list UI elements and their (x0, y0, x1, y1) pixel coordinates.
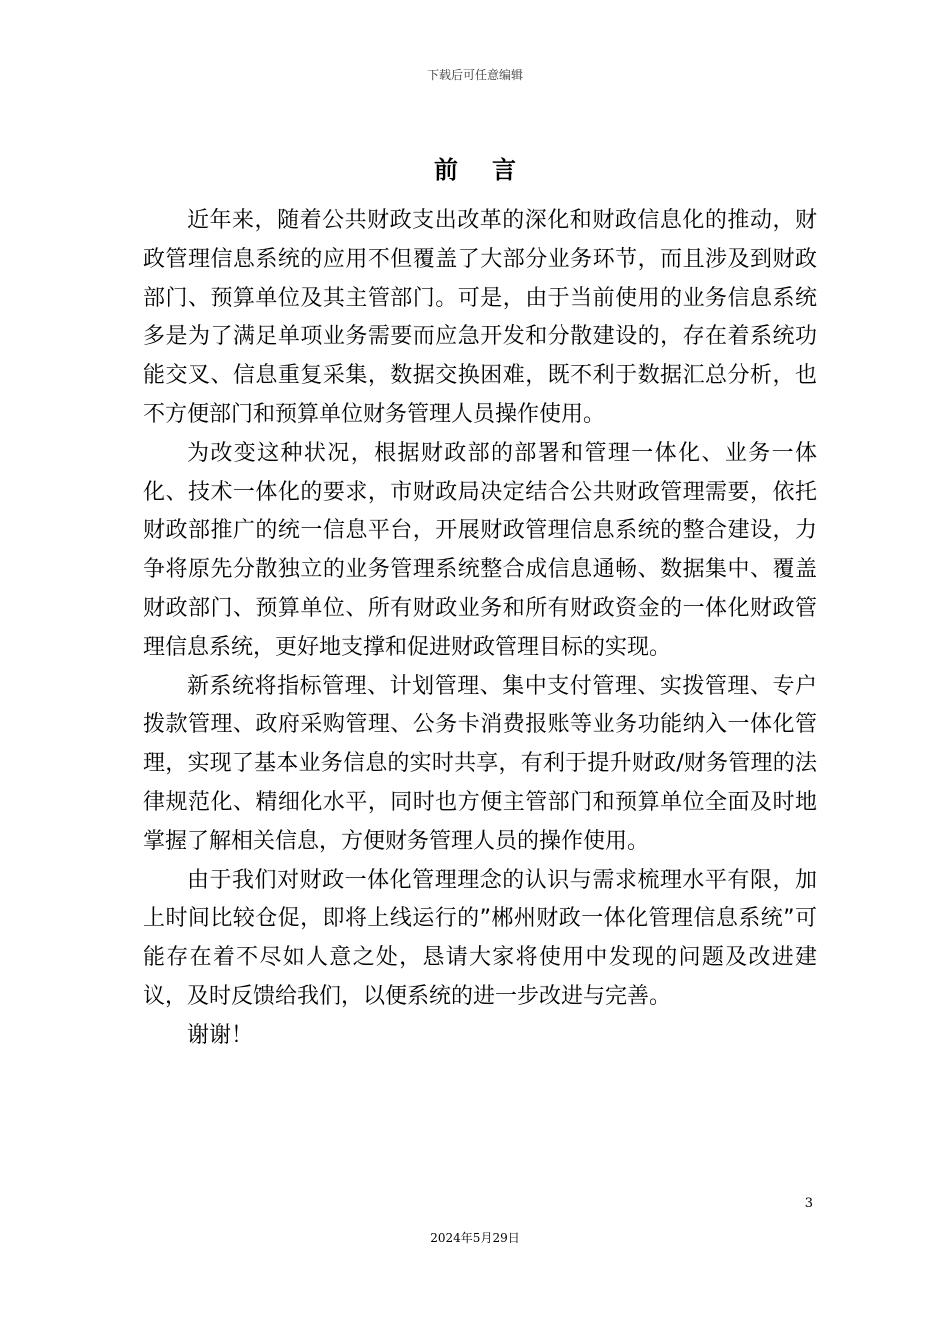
paragraph-feedback: 由于我们对财政一体化管理理念的认识与需求梳理水平有限，加上时间比较仓促，即将上线运行的”郴州财政一体化管理信息系统”可能存在着不尽如人意之处，恳请大家将使用中发现的问题及改进建议，及时反馈给我们，以便系统的进一步改进与完善。 (143, 867, 817, 1009)
footer-date: 2024年5月29日 (430, 1231, 520, 1245)
paragraph-intro: 近年来，随着公共财政支出改革的深化和财政信息化的推动，财政管理信息系统的应用不但覆盖了大部分业务环节，而且涉及到财政部门、预算单位及其主管部门。可是，由于当前使用的业务信息系统多是为了满足单项业务需要而应急开发和分散建设的，存在着系统功能交叉、信息重复采集，数据交换困难，既不利于数据汇总分析，也不方便部门和预算单位财务管理人员操作使用。 (143, 208, 817, 427)
document-body (143, 202, 817, 1056)
paragraph-thanks: 谢谢！ (187, 1022, 254, 1048)
page-title: 前言 (434, 156, 550, 184)
header-note: 下载后可任意编辑 (426, 68, 523, 82)
paragraph-features: 新系统将指标管理、计划管理、集中支付管理、实拨管理、专户拨款管理、政府采购管理、公务卡消费报账等业务功能纳入一体化管理，实现了基本业务信息的实时共享，有利于提升财政/财务管理的法律规范化、精细化水平，同时也方便主管部门和预算单位全面及时地掌握了解相关信息，方便财务管理人员的操作使用。 (143, 673, 817, 854)
page-number: 3 (804, 1196, 813, 1211)
paragraph-purpose: 为改变这种状况，根据财政部的部署和管理一体化、业务一体化、技术一体化的要求，市财政局决定结合公共财政管理需要，依托财政部推广的统一信息平台，开展财政管理信息系统的整合建设，力争将原先分散独立的业务管理系统整合成信息通畅、数据集中、覆盖财政部门、预算单位、所有财政业务和所有财政资金的一体化财政管理信息系统，更好地支撑和促进财政管理目标的实现。 (143, 440, 817, 660)
